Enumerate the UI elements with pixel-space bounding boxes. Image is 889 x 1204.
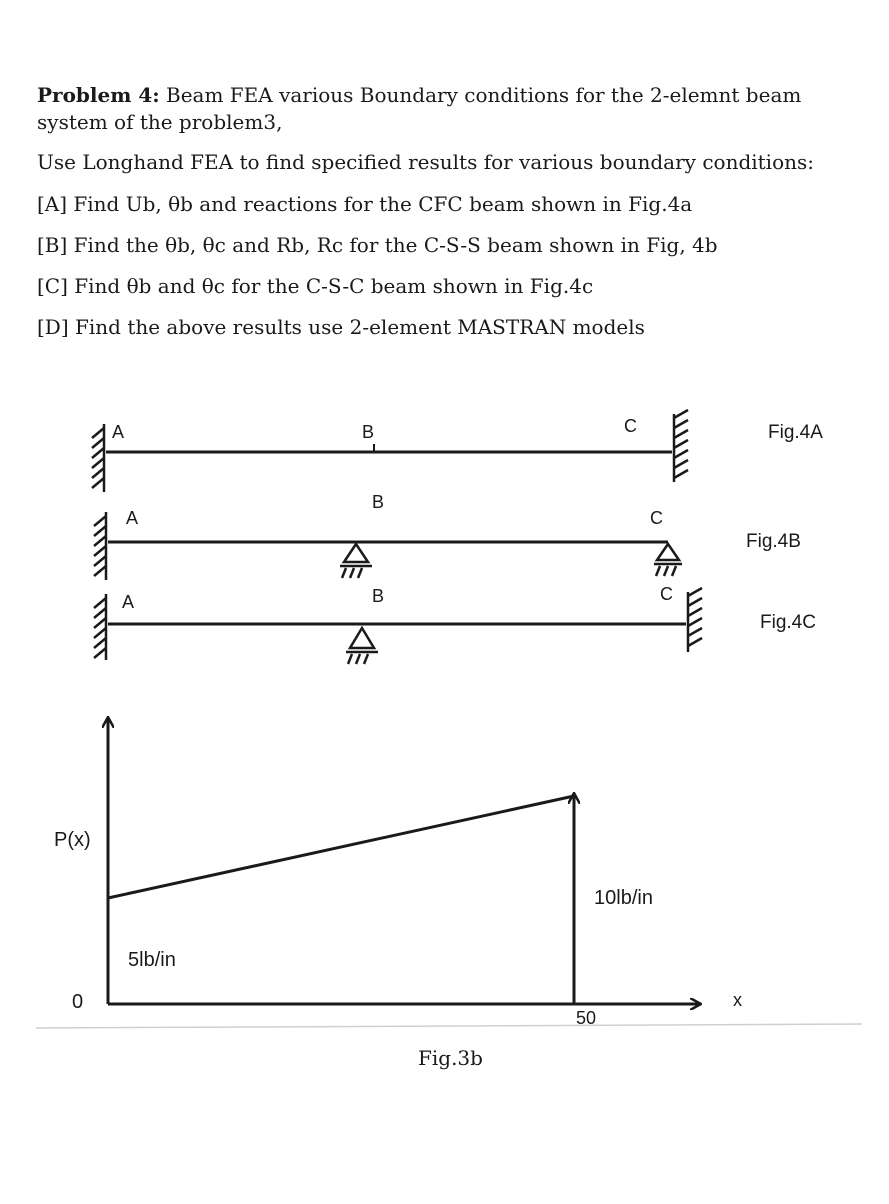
left-load-value: 5lb/in xyxy=(128,949,176,971)
fig4a-caption: Fig.4A xyxy=(768,422,823,443)
fig4c-beam-diagram xyxy=(94,584,816,664)
problem-intro: Beam FEA various Boundary conditions for the 2-elemnt beam system of the problem3, xyxy=(37,83,802,134)
fig4c-right-fixed-support xyxy=(688,588,702,652)
fig4b-pin-support-c xyxy=(654,544,682,576)
load-distribution-line xyxy=(108,796,574,898)
fig4a-right-fixed-support xyxy=(674,410,688,482)
task-d: [D] Find the above results use 2-element MASTRAN models xyxy=(37,315,645,339)
fig4c-pin-support-b xyxy=(346,628,378,664)
x-axis-label: x xyxy=(733,990,742,1010)
fig4c-label-b: B xyxy=(372,586,385,606)
fig4a-beam-diagram xyxy=(92,410,823,492)
fig4b-label-c: C xyxy=(650,508,663,528)
problem-heading: Problem 4: xyxy=(37,83,160,107)
fig4b-label-a: A xyxy=(126,508,139,528)
fig4c-caption: Fig.4C xyxy=(760,612,816,633)
fig4a-left-fixed-support xyxy=(92,424,104,492)
task-b: [B] Find the θb, θc and Rb, Rc for the C-S-S beam shown in Fig, 4b xyxy=(37,233,718,257)
instruction-line: Use Longhand FEA to find specified results for various boundary conditions: xyxy=(37,150,815,174)
fig3b-caption: Fig.3b xyxy=(418,1046,483,1070)
fig4c-left-fixed-support xyxy=(94,594,106,660)
fig4c-label-a: A xyxy=(122,592,135,612)
task-c: [C] Find θb and θc for the C-S-C beam shown in Fig.4c xyxy=(37,274,594,298)
origin-label: 0 xyxy=(72,991,84,1013)
right-load-value: 10lb/in xyxy=(594,887,653,909)
fig4a-label-b: B xyxy=(362,422,375,442)
fig4a-label-c: C xyxy=(624,416,637,436)
y-axis-label: P(x) xyxy=(54,829,91,851)
fig4b-label-b: B xyxy=(372,492,385,512)
fig4b-caption: Fig.4B xyxy=(746,531,801,552)
fig4b-left-fixed-support xyxy=(94,512,106,580)
fig4b-beam-diagram xyxy=(94,492,801,580)
fig4c-label-c: C xyxy=(660,584,673,604)
fig4a-label-a: A xyxy=(112,422,125,442)
task-a: [A] Find Ub, θb and reactions for the CFC beam shown in Fig.4a xyxy=(37,192,693,216)
scan-baseline xyxy=(36,1024,862,1028)
x-end-label: 50 xyxy=(576,1008,597,1028)
fig4b-pin-support-b xyxy=(340,544,372,578)
load-diagram xyxy=(36,718,862,1028)
